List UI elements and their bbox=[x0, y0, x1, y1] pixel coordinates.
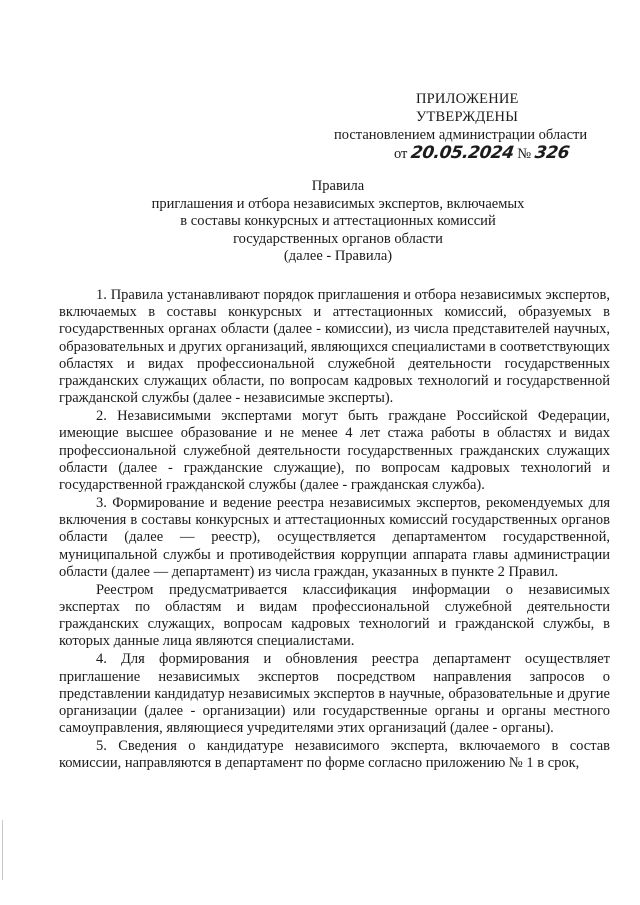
document-body bbox=[59, 287, 610, 773]
paragraph-4: 4. Для формирования и обновления реестра департамент осуществляет приглашение независимых экспертов посредством направления запросов о представлении кандидатур независимых экспертов в научные, образовательные и другие организации (далее - организации) или государственные органы и органы местного самоуправления, являющиеся учредителями этих организаций (далее - органы). bbox=[59, 651, 610, 737]
title-line-4: государственных органов области bbox=[233, 230, 443, 247]
title-line-1: Правила bbox=[311, 178, 365, 194]
scan-margin-mark bbox=[2, 820, 3, 880]
approved-label: УТВЕРЖДЕНЫ bbox=[416, 109, 519, 125]
number-sign: № bbox=[517, 146, 532, 162]
approval-stamp bbox=[334, 90, 624, 163]
appendix-label: ПРИЛОЖЕНИЕ bbox=[416, 91, 519, 107]
resolution-date-line bbox=[334, 144, 624, 163]
resolution-label: постановлением администрации области bbox=[334, 127, 588, 143]
document-title bbox=[60, 178, 616, 266]
paragraph-2: 2. Независимыми экспертами могут быть граждане Российской Федерации, имеющие высшее образование и не менее 4 лет стажа работы в областях и видах профессиональной служебной деятельности государственных гражданских служащих области (далее - гражданские служащие), по вопросам кадровых технологий и государственной гражданской службы (далее - гражданская служба). bbox=[59, 408, 610, 494]
paragraph-1: 1. Правила устанавливают порядок приглашения и отбора независимых экспертов, включаемых в составы конкурсных и аттестационных комиссий, образуемых в государственных органах области (далее - комиссии), из числа представителей научных, образовательных и других организаций, являющихся специалистами в соответствующих областях и видах профессиональной служебной деятельности государственных гражданских служащих области, по вопросам кадровых технологий и государственной гражданской службы (далее - независимые эксперты). bbox=[59, 287, 610, 407]
handwritten-number: 326 bbox=[533, 143, 571, 163]
handwritten-date: 20.05.2024 bbox=[409, 143, 515, 163]
paragraph-3: 3. Формирование и ведение реестра независимых экспертов, рекомендуемых для включения в составы конкурсных и аттестационных комиссий государственных органов области (далее — реестр), осуществляется департаментом государственной, муниципальной службы и противодействия коррупции аппарата главы администрации области (далее — департамент) из числа граждан, указанных в пункте 2 Правил. bbox=[59, 495, 610, 580]
title-line-2: приглашения и отбора независимых экспертов, включаемых bbox=[151, 195, 525, 212]
date-prefix: от bbox=[394, 146, 408, 162]
paragraph-3-registry: Реестром предусматривается классификация информации о независимых экспертах по областям и видам профессиональной служебной деятельности гражданских служащих, вопросам кадровых технологий и гражданской службы, в которых данные лица являются специалистами. bbox=[59, 581, 610, 650]
paragraph-5: 5. Сведения о кандидатуре независимого эксперта, включаемого в состав комиссии, направляются в департамент по форме согласно приложению № 1 в срок, bbox=[59, 738, 610, 772]
title-line-3: в составы конкурсных и аттестационных комиссий bbox=[180, 213, 496, 229]
title-line-5: (далее - Правила) bbox=[283, 248, 393, 264]
